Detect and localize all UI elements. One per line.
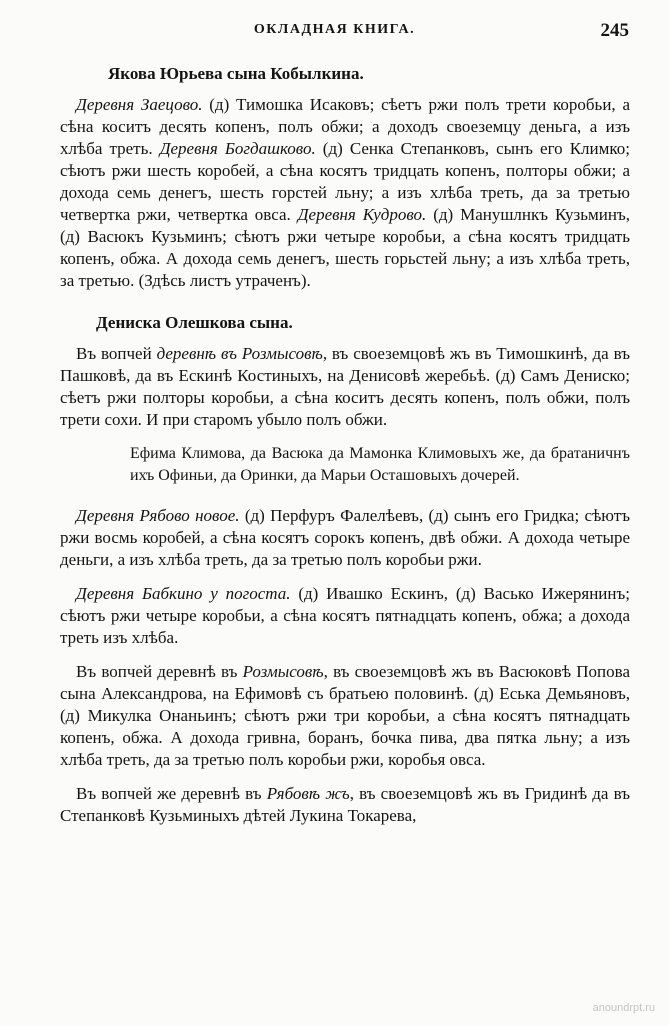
text-run: Въ вопчей (76, 344, 157, 363)
subnote-owners: Ефима Климова, да Васюка да Мамонка Климовыхъ же, да братаничнъ ихъ Офиньи, да Оринки, да Марьи Осташовыхъ дочерей. (130, 445, 630, 484)
paragraph-rozmysovo (60, 661, 630, 771)
text-run: , въ своеземцовѣ жъ въ Гридинѣ да въ Степанковѣ Кузьминыхъ дѣтей Лукина Токарева, (60, 784, 630, 825)
italic-text-run: Рябовѣ жъ (266, 784, 350, 803)
text-run: , въ своеземцовѣ жъ въ Васюковѣ Попова сына Александрова, на Ефимовѣ съ братьею половинѣ. (д) Еська Демьяновъ, (д) Микулка Онаньинъ; сѣютъ ржи три коробьи, а сѣна косятъ пятнадцать копенъ, обжа. А дохода гривна, боранъ, бочка пива, два пятка льну; а изъ хлѣба треть, да за третью полъ коробьи ржи, коробья овса. (60, 662, 630, 769)
italic-text-run: Деревня Заецово. (76, 95, 203, 114)
text-run: (д) Перфуръ Фалелѣевъ, (д) сынъ его Гридка; сѣютъ ржи восмь коробей, а сѣна косятъ сорокъ копенъ, двѣ обжи. А дохода четыре деньги, а изъ хлѣба треть, да за третью полъ коробьи ржи. (60, 506, 630, 569)
paragraph-deniska (60, 343, 630, 431)
text-run: (д) Ивашко Ескинъ, (д) Васько Ижерянинъ; сѣютъ ржи четыре коробьи, а сѣна косятъ пятнадцать копенъ, обжа; а дохода треть изъ хлѣба. (60, 584, 631, 647)
paragraph-ryabov-common (60, 783, 630, 827)
text-run: (д) Манушлнкъ Кузьминъ, (д) Васюкъ Кузьминъ; сѣютъ ржи четыре коробьи, а сѣна косятъ тридцать копенъ, обжа. А дохода семь денегъ, шесть горьстей льну; а изъ хлѣба треть, за третью. (Здѣсь листъ утраченъ). (60, 205, 630, 290)
text-run: (д) Тимошка Исаковъ; сѣетъ ржи полъ трети коробьи, а сѣна коситъ десять копенъ, полъ обжи; а доходъ своеземцу деньга, а изъ хлѣба треть. (60, 95, 630, 158)
section-heading-deniska: Денискa Олешкова сына. (96, 313, 293, 332)
text-run: Въ вопчей деревнѣ въ (76, 662, 243, 681)
paragraph-ryabovo (60, 505, 630, 571)
text-run: , въ своеземцовѣ жъ въ Тимошкинѣ, да въ Пашковѣ, да въ Ескинѣ Костиныхъ, на Денисовѣ жеребьѣ. (д) Самъ Дениско; сѣетъ ржи полторы коробьи, а сѣна коситъ десять копенъ, полъ обжи, полъ трети сохи. И при старомъ убыло полъ обжи. (60, 344, 630, 429)
italic-text-run: Деревня Бабкино у погоста. (76, 584, 291, 603)
paragraph-babkino (60, 583, 630, 649)
body-text (60, 55, 630, 839)
italic-text-run: Деревня Кудрово. (297, 205, 427, 224)
text-run: Въ вопчей же деревнѣ въ (76, 784, 267, 803)
italic-text-run: Деревня Рябово новое. (76, 506, 240, 525)
section-heading-kobylkin: Якова Юрьева сына Кобылкина. (108, 64, 364, 83)
italic-text-run: деревнѣ въ Розмысовѣ (156, 344, 323, 363)
paragraph-kobylkin (60, 94, 630, 292)
text-run: (д) Сенка Степанковъ, сынъ его Климко; сѣютъ ржи шесть коробей, а сѣна косятъ тридцать копенъ, полторы обжи; а дохода семь денегъ, шесть горстей льну; а изъ хлѣба треть, да за третью четвертка ржи, четвертка овса. (60, 139, 630, 224)
italic-text-run: Розмысовѣ (242, 662, 324, 681)
running-head (0, 20, 669, 46)
running-title: ОКЛАДНАЯ КНИГА. (253, 22, 416, 37)
page-number: 245 (600, 20, 629, 41)
watermark: anoundrpt.ru (592, 1002, 655, 1014)
italic-text-run: Деревня Богдашково. (159, 139, 316, 158)
